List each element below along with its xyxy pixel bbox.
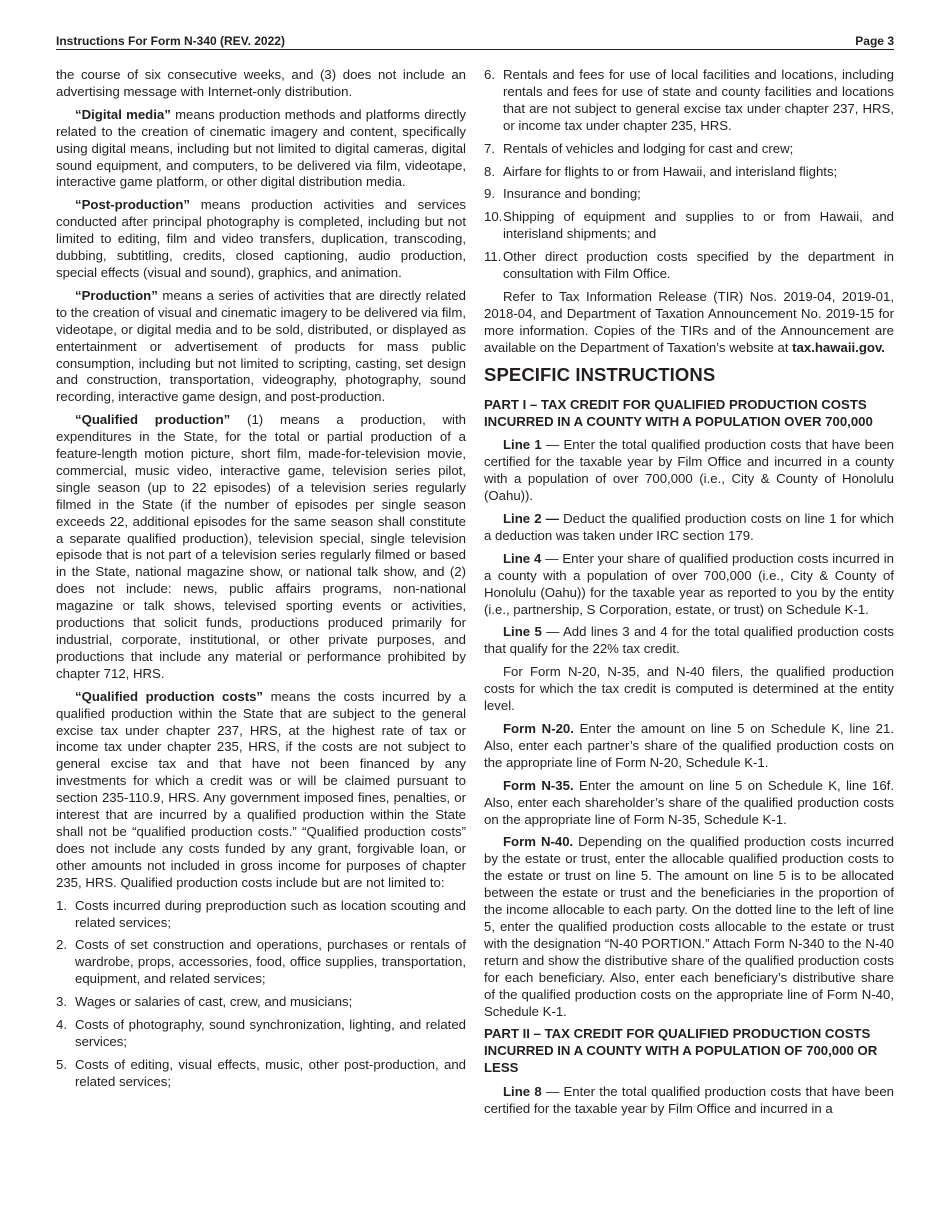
list-number: 3. <box>56 994 67 1010</box>
list-text: Shipping of equipment and supplies to or from Hawaii, and interisland shipments; and <box>503 209 894 242</box>
list-number: 4. <box>56 1017 67 1033</box>
line-text: — Enter the total qualified production costs that have been certified for the taxable year by Film Office and incurred in a county with a population of over 700,000 (i.e., City & County of Honolulu (Oahu)). <box>484 437 894 504</box>
page-header <box>56 33 894 50</box>
definition-text: means production activities and services conducted after principal photography is completed, including but not limited to editing, film and video transfers, duplication, transcoding, dubbing, subtitling, credits, closed captioning, audio production, special effects (visual and sound), graphics, and animation. <box>56 197 466 280</box>
line-8-instruction <box>484 1084 894 1118</box>
part-1-heading: PART I – TAX CREDIT FOR QUALIFIED PRODUCTION COSTS INCURRED IN A COUNTY WITH A POPULATION OVER 700,000 <box>484 396 873 429</box>
list-number: 10. <box>484 209 503 225</box>
line-label: Line 2 — <box>503 511 559 527</box>
definition-term: “Qualified production costs” <box>75 688 264 704</box>
list-item <box>56 1017 466 1051</box>
definition-qualified-production-costs <box>56 689 466 892</box>
line-5-instruction <box>484 624 894 658</box>
definition-term: “Qualified production” <box>75 412 231 428</box>
list-item <box>484 249 894 283</box>
entity-filers-note: For Form N-20, N-35, and N-40 filers, the qualified production costs for which the tax credit is computed is determined at the entity level. <box>484 664 894 714</box>
definition-term: “Digital media” <box>75 106 171 122</box>
list-item <box>484 141 894 158</box>
form-label: Form N-35. <box>503 777 574 793</box>
definition-text: means a series of activities that are directly related to the creation of visual and cinematic imagery to be delivered via film, videotape, or digital media and to be sold, distributed, or displayed as entertainment or advertisement of products for mass public consumption, including but not limited to scripting, casting, set design and construction, transportation, videography, photography, sound recording, interactive game design, and post-production. <box>56 287 466 405</box>
form-title: Instructions For Form N-340 (REV. 2022) <box>56 34 285 48</box>
list-item <box>484 164 894 181</box>
definition-post-production <box>56 197 466 282</box>
costs-list-part-1 <box>56 898 466 1091</box>
tax-website-link[interactable]: tax.hawaii.gov. <box>792 339 885 355</box>
specific-instructions-heading: SPECIFIC INSTRUCTIONS <box>484 363 716 385</box>
line-label: Line 8 <box>503 1084 542 1100</box>
list-item <box>56 1057 466 1091</box>
list-text: Rentals of vehicles and lodging for cast and crew; <box>503 140 794 156</box>
list-number: 9. <box>484 186 495 202</box>
form-text: Enter the amount on line 5 on Schedule K, line 16f. Also, enter each shareholder’s share of the qualified production costs on the appropriate line of Form N-35, Schedule K-1. <box>484 777 894 827</box>
form-text: Depending on the qualified production costs incurred by the estate or trust, enter the allocable qualified production costs to the estate or trust on line 5. The amount on line 5 is to be allocated between the estate or trust and the beneficiaries in the proportion of the income allocable to each party. On the dotted line to the left of line 5, enter the qualified production costs allocable to the estate or trust with the designation “N-40 PORTION.” Attach Form N-340 to the N-40 return and show the distributive share of the qualified production costs for each beneficiary. Also, enter each beneficiary’s distributive share of the qualified production costs on the appropriate line of Form N-40, Schedule K-1. <box>484 834 894 1019</box>
list-text: Wages or salaries of cast, crew, and musicians; <box>75 994 353 1010</box>
line-label: Line 1 <box>503 437 542 453</box>
list-item <box>56 937 466 988</box>
paragraph-continuation: the course of six consecutive weeks, and (3) does not include an advertising message with Internet-only distribution. <box>56 67 466 99</box>
line-label: Line 5 <box>503 624 542 640</box>
definition-text: (1) means a production, with expenditures in the State, for the total or partial production of a feature-length motion picture, short film, made-for-television movie, commercial, music video, interactive game, television series pilot, single season (up to 22 episodes) of a television series regularly filmed in the State (if the number of episodes per single season exceeds 22, additional episodes for the same season shall constitute a separate qualified production), television special, single television episode that is not part of a television series regularly filmed or based in the State, national magazine show, or national talk show, and (2) does not include: news, public affairs programs, non-national magazine or talk shows, televised sporting events or activities, productions that solicit funds, productions produced primarily for industrial, corporate, institutional, or other private purposes, and productions that include any material or performance prohibited by chapter 712, HRS. <box>56 412 466 681</box>
list-item <box>484 209 894 243</box>
list-number: 11. <box>484 249 502 265</box>
line-2-instruction <box>484 511 894 545</box>
list-item <box>56 898 466 932</box>
line-4-instruction <box>484 551 894 619</box>
list-item <box>484 186 894 203</box>
page-number: Page 3 <box>855 34 894 48</box>
list-text: Costs of editing, visual effects, music, other post-production, and related services; <box>75 1056 466 1089</box>
definition-term: “Production” <box>75 287 158 303</box>
line-text: — Enter your share of qualified production costs incurred in a county with a population of over 700,000 (i.e., City & County of Honolulu (Oahu)) for the taxable year as reported to you by the entity (i.e., partnership, S Corporation, estate, or trust) on Schedule K-1. <box>484 550 894 617</box>
tir-text: Refer to Tax Information Release (TIR) Nos. 2019-04, 2019-01, 2018-04, and Department of Taxation Announcement No. 2019-15 for more information. Copies of the TIRs and of the Announcement are available on the Department of Taxation’s website at <box>484 288 894 355</box>
list-text: Airfare for flights to or from Hawaii, and interisland flights; <box>503 163 838 179</box>
list-text: Costs of set construction and operations, purchases or rentals of wardrobe, props, accessories, food, office supplies, transportation, equipment, and related services; <box>75 937 466 987</box>
list-text: Other direct production costs specified by the department in consultation with Film Office. <box>503 249 894 282</box>
definition-text: means production methods and platforms directly related to the creation of cinematic imagery and content, specifically using digital means, including but not limited to digital cameras, digital sound equipment, and computers, to be delivered via film, videotape, interactive game platform, or other digital distribution media. <box>56 106 466 190</box>
line-text: — Add lines 3 and 4 for the total qualified production costs that qualify for the 22% tax credit. <box>484 624 894 657</box>
list-text: Costs of photography, sound synchronization, lighting, and related services; <box>75 1017 466 1049</box>
list-number: 8. <box>484 163 495 179</box>
list-item <box>56 994 466 1011</box>
list-number: 5. <box>56 1056 67 1072</box>
list-number: 1. <box>56 897 67 913</box>
definition-production <box>56 288 466 406</box>
definition-term: “Post-production” <box>75 197 191 213</box>
left-column <box>56 67 466 1097</box>
definition-qualified-production <box>56 412 466 683</box>
list-number: 7. <box>484 140 495 156</box>
list-text: Rentals and fees for use of local facilities and locations, including rentals and fees for use of state and county facilities and locations that are not subject to general excise tax under chapter 237, HRS, or income tax under chapter 235, HRS. <box>503 67 894 133</box>
right-column <box>484 67 894 1124</box>
form-label: Form N-40. <box>503 834 574 850</box>
line-label: Line 4 <box>503 550 542 566</box>
form-n40-instruction <box>484 834 894 1020</box>
list-text: Costs incurred during preproduction such as location scouting and related services; <box>75 897 466 930</box>
list-number: 6. <box>484 67 495 82</box>
form-n35-instruction <box>484 778 894 829</box>
definition-digital-media <box>56 107 466 192</box>
form-label: Form N-20. <box>503 721 574 736</box>
line-text: — Enter the total qualified production costs that have been certified for the taxable year by Film Office and incurred in a <box>484 1084 894 1117</box>
definition-text: means the costs incurred by a qualified production within the State that are subject to the general excise tax under chapter 237, HRS, at the highest rate of tax or income tax under chapter 235, HRS, if the costs are not subject to general excise tax and that have not been financed by any investments for which a credit was or will be claimed pursuant to section 235-110.9, HRS. Any government imposed fines, penalties, or interest that are incurred by a qualified production within the State shall not be “qualified production costs.” “Qualified production costs” does not include any costs funded by any grant, forgivable loan, or other amounts not included in gross income for purposes of chapter 235, HRS. Qualified production costs include but are not limited to: <box>56 688 466 890</box>
list-text: Insurance and bonding; <box>503 186 641 202</box>
form-text: Enter the amount on line 5 on Schedule K, line 21. Also, enter each partner’s share of the qualified production costs on the appropriate line of Form N-20, Schedule K-1. <box>484 721 894 770</box>
list-number: 2. <box>56 937 67 953</box>
costs-list-part-2 <box>484 67 894 283</box>
part-2-heading: PART II – TAX CREDIT FOR QUALIFIED PRODUCTION COSTS INCURRED IN A COUNTY WITH A POPULATION OF 700,000 OR LESS <box>484 1026 878 1076</box>
form-n20-instruction <box>484 721 894 772</box>
line-1-instruction <box>484 437 894 505</box>
tir-reference <box>484 289 894 357</box>
line-text: Deduct the qualified production costs on line 1 for which a deduction was taken under IRC section 179. <box>484 511 894 543</box>
list-item <box>484 67 894 135</box>
